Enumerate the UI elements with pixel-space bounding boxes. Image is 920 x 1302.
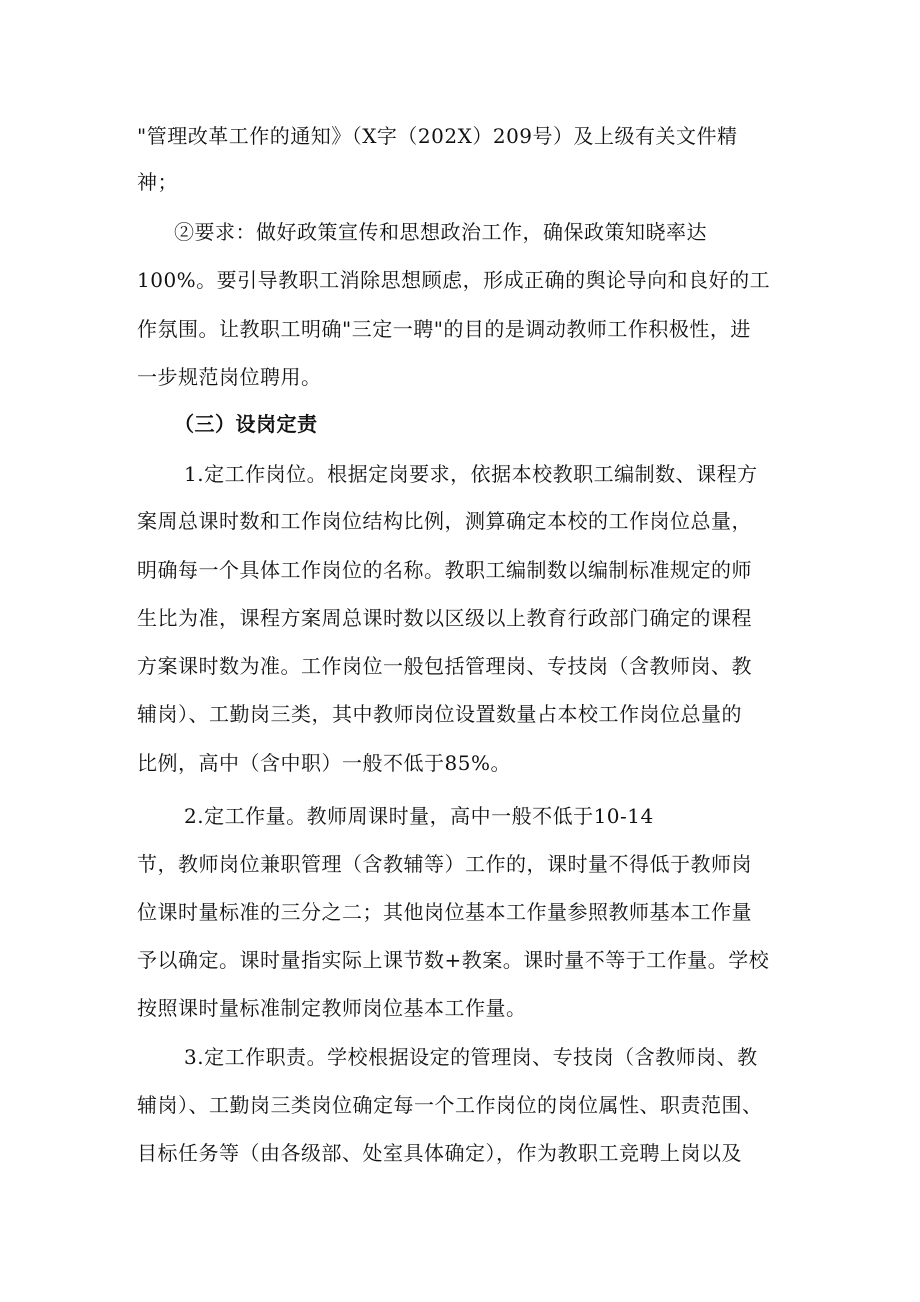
text-line: 一步规范岗位聘用。	[137, 365, 322, 389]
text-line: 节，教师岗位兼职管理（含教辅等）工作的，课时量不得低于教师岗	[137, 852, 752, 876]
text-line: 100%。要引导教职工消除思想顾虑，形成正确的舆论导向和良好的工	[137, 268, 771, 292]
text-line: 目标任务等（由各级部、处室具体确定），作为教职工竞聘上岗以及	[137, 1141, 742, 1165]
section-heading: （三）设岗定责	[174, 412, 318, 436]
text-line: 辅岗）、工勤岗三类岗位确定每一个工作岗位的岗位属性、职责范围、	[137, 1093, 763, 1117]
text-line: 2.定工作量。教师周课时量，高中一般不低于10-14	[184, 804, 654, 828]
text-line: 按照课时量标准制定教师岗位基本工作量。	[137, 996, 527, 1020]
text-line: 方案课时数为准。工作岗位一般包括管理岗、专技岗（含教师岗、教	[137, 654, 752, 678]
text-line: 辅岗）、工勤岗三类，其中教师岗位设置数量占本校工作岗位总量的	[137, 702, 742, 726]
text-line: 明确每一个具体工作岗位的名称。教职工编制数以编制标准规定的师	[137, 558, 752, 582]
text-line: 作氛围。让教职工明确"三定一聘"的目的是调动教师工作积极性，进	[137, 317, 751, 341]
text-line: "管理改革工作的通知》（X字（202X）209号）及上级有关文件精	[137, 124, 738, 148]
text-line: 神；	[137, 170, 178, 194]
text-line: 案周总课时数和工作岗位结构比例，测算确定本校的工作岗位总量，	[137, 509, 752, 533]
text-line: 比例，高中（含中职）一般不低于85%。	[137, 751, 511, 775]
text-line: 生比为准，课程方案周总课时数以区级以上教育行政部门确定的课程	[137, 606, 752, 630]
text-line: 予以确定。课时量指实际上课节数+教案。课时量不等于工作量。学校	[137, 948, 770, 972]
text-line: 3.定工作职责。学校根据设定的管理岗、专技岗（含教师岗、教	[184, 1045, 758, 1069]
text-line: 位课时量标准的三分之二；其他岗位基本工作量参照教师基本工作量	[137, 900, 752, 924]
text-line: 1.定工作岗位。根据定岗要求，依据本校教职工编制数、课程方	[184, 462, 758, 486]
text-line: ②要求：做好政策宣传和思想政治工作，确保政策知晓率达	[174, 220, 707, 244]
